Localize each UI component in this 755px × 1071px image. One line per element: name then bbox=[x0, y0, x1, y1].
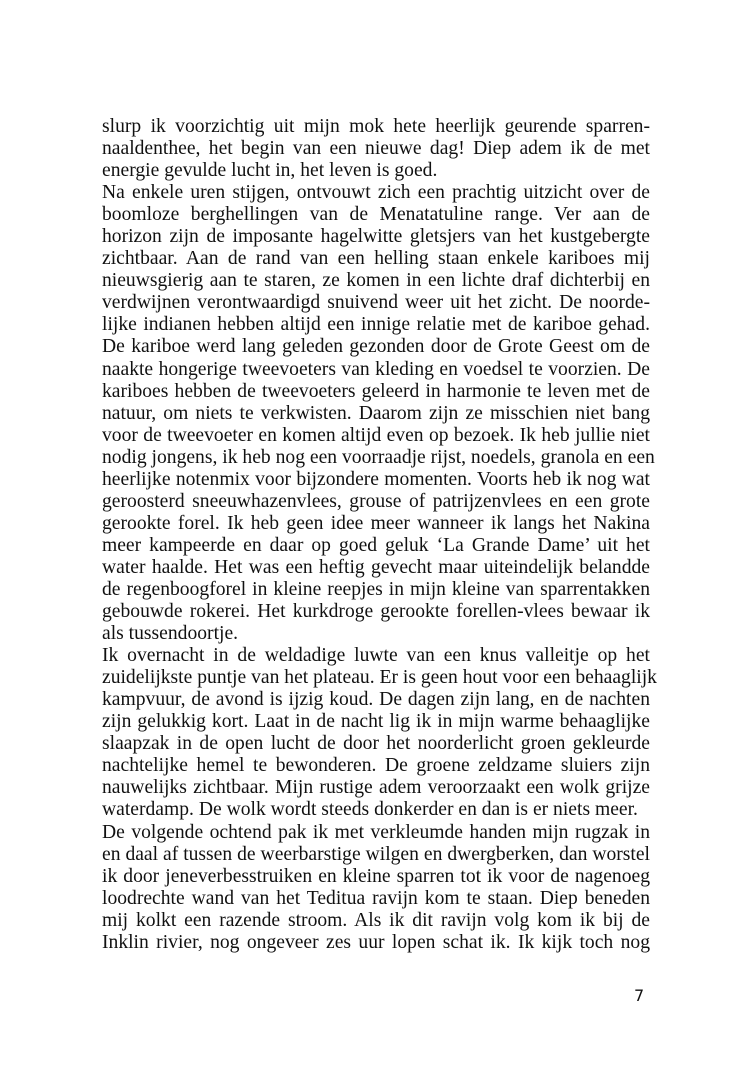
text-line: zichtbaar. Aan de rand van een helling staan enkele kariboes mij bbox=[102, 248, 650, 270]
text-line: De volgende ochtend pak ik met verkleumde handen mijn rugzak in bbox=[102, 821, 650, 843]
text-line: nieuwsgierig aan te staren, ze komen in een lichte draf dichterbij en bbox=[102, 270, 650, 292]
text-line: naaldenthee, het begin van een nieuwe dag! Diep adem ik de met bbox=[102, 138, 650, 160]
paragraph bbox=[102, 116, 650, 182]
text-line: naakte hongerige tweevoeters van kleding en voedsel te voorzien. De bbox=[102, 358, 650, 380]
text-line: energie gevulde lucht in, het leven is goed. bbox=[102, 160, 438, 182]
text-line: kariboes hebben de tweevoeters geleerd in harmonie te leven met de bbox=[102, 380, 650, 402]
text-line: natuur, om niets te verkwisten. Daarom zijn ze misschien niet bang bbox=[102, 402, 650, 424]
text-line: loodrechte wand van het Teditua ravijn kom te staan. Diep beneden bbox=[102, 887, 650, 909]
text-line: De kariboe werd lang geleden gezonden door de Grote Geest om de bbox=[102, 336, 650, 358]
text-line: Inklin rivier, nog ongeveer zes uur lopen schat ik. Ik kijk toch nog bbox=[102, 931, 650, 953]
text-line: lijke indianen hebben altijd een innige relatie met de kariboe gehad. bbox=[102, 314, 650, 336]
text-line: verdwijnen verontwaardigd snuivend weer uit het zicht. De noorde- bbox=[102, 292, 650, 314]
text-line: gerookte forel. Ik heb geen idee meer wanneer ik langs het Nakina bbox=[102, 512, 650, 534]
text-line: zijn gelukkig kort. Laat in de nacht lig ik in mijn warme behaaglijke bbox=[102, 711, 650, 733]
text-line: boomloze berghellingen van de Menatatuline range. Ver aan de bbox=[102, 204, 650, 226]
text-line: de regenboogforel in kleine reepjes in mijn kleine van sparrentakken bbox=[102, 578, 650, 600]
text-line: kampvuur, de avond is ijzig koud. De dagen zijn lang, en de nachten bbox=[102, 689, 650, 711]
text-line: nodig jongens, ik heb nog een voorraadje rijst, noedels, granola en een bbox=[102, 446, 655, 468]
text-line: nauwelijks zichtbaar. Mijn rustige adem veroorzaakt een wolk grijze bbox=[102, 777, 650, 799]
text-line: mij kolkt een razende stroom. Als ik dit ravijn volg kom ik bij de bbox=[102, 909, 650, 931]
text-line: waterdamp. De wolk wordt steeds donkerder en dan is er niets meer. bbox=[102, 799, 638, 821]
text-line: gebouwde rokerei. Het kurkdroge gerookte forellen-vlees bewaar ik bbox=[102, 601, 650, 623]
text-line: Ik overnacht in de weldadige luwte van een knus valleitje op het bbox=[102, 645, 650, 667]
text-line: horizon zijn de imposante hagelwitte gletsjers van het kustgebergte bbox=[102, 226, 650, 248]
text-line: Na enkele uren stijgen, ontvouwt zich een prachtig uitzicht over de bbox=[102, 182, 650, 204]
text-line: en daal af tussen de weerbarstige wilgen en dwergberken, dan worstel bbox=[102, 843, 650, 865]
text-line: slurp ik voorzichtig uit mijn mok hete heerlijk geurende sparren- bbox=[102, 116, 650, 137]
paragraph bbox=[102, 182, 655, 645]
text-line: geroosterd sneeuwhazenvlees, grouse of patrijzenvlees en een grote bbox=[102, 490, 650, 512]
text-line: voor de tweevoeter en komen altijd even op bezoek. Ik heb jullie niet bbox=[102, 424, 650, 446]
paragraph bbox=[102, 822, 650, 954]
text-line: als tussendoortje. bbox=[102, 623, 239, 645]
page-number: 7 bbox=[634, 986, 645, 1005]
paragraph bbox=[102, 645, 657, 821]
text-line: heerlijke notenmix voor bijzondere momenten. Voorts heb ik nog wat bbox=[102, 468, 650, 490]
text-line: zuidelijkste puntje van het plateau. Er is geen hout voor een behaaglijk bbox=[102, 667, 657, 689]
text-line: water haalde. Het was een heftig gevecht maar uiteindelijk belandde bbox=[102, 556, 650, 578]
body-text bbox=[102, 116, 657, 954]
text-line: slaapzak in de open lucht de door het noorderlicht groen gekleurde bbox=[102, 733, 650, 755]
text-line: ik door jeneverbesstruiken en kleine sparren tot ik voor de nagenoeg bbox=[102, 865, 650, 887]
text-line: nachtelijke hemel te bewonderen. De groene zeldzame sluiers zijn bbox=[102, 755, 650, 777]
text-line: meer kampeerde en daar op goed geluk ‘La Grande Dame’ uit het bbox=[102, 534, 650, 556]
